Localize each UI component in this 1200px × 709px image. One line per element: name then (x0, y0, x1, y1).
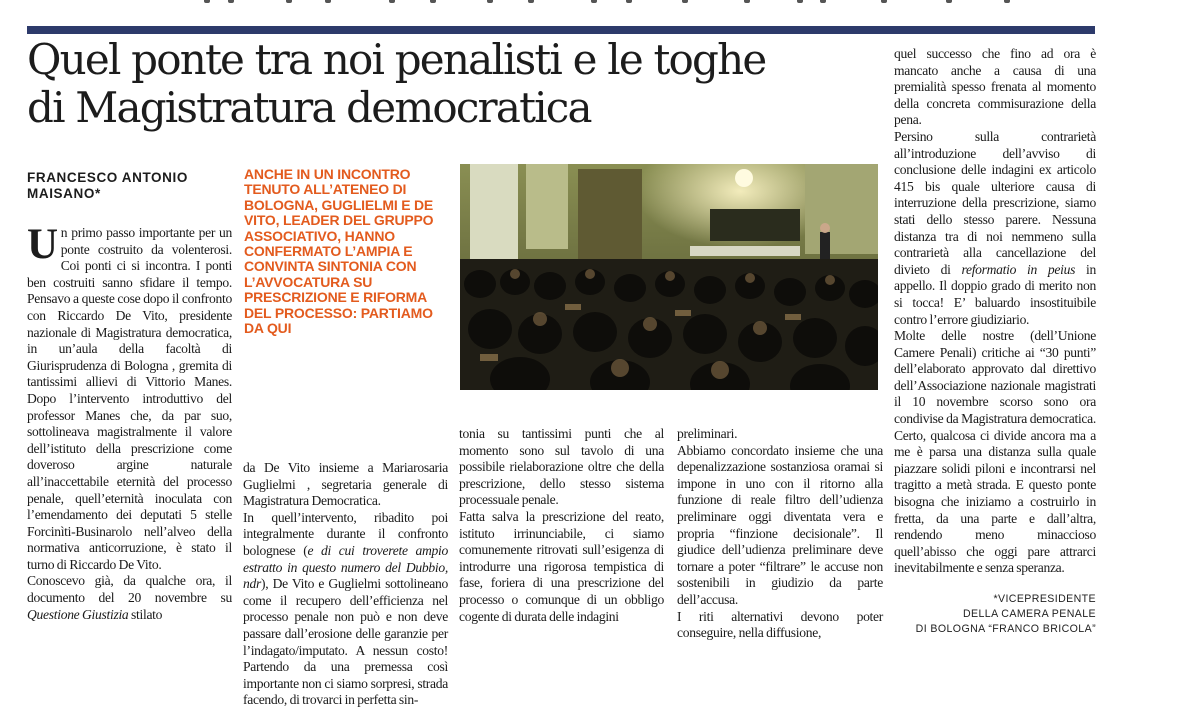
paragraph: quel successo che fino ad ora è mancato anche a causa di una premialità spesso frenata al momento della concreta commisurazione della pena. (894, 46, 1096, 128)
paragraph (27, 221, 232, 573)
signature-line-3: DI BOLOGNA “FRANCO BRICOLA” (915, 623, 1096, 635)
text-column-4 (677, 426, 883, 642)
author-byline (27, 170, 232, 202)
paragraph-text: ), De Vito e Guglielmi sottolineano come il recupero dell’efficienza nel processo penale non può e non deve passare dall’erosione delle garanzie per l’indagato/imputato. A nessun costo! Partendo da una premessa così importante non ci siamo sorpresi, strada facendo, di trovarci in perfetta sin- (243, 576, 448, 708)
paragraph: Abbiamo concordato insieme che una depenalizzazione sostanziosa oramai si impone in uno con il ritorno alla funzione di reale filtro dell’udienza preliminare oggi diventata vera e propria “finzione decisionale”. Il giudice dell’udienza preliminare deve tornare a poter “filtrare” le accuse non sostenibili in giudizio da parte dell’accusa. (677, 442, 883, 607)
text-column-2 (243, 460, 448, 709)
headline-line-2: di Magistratura democratica (27, 83, 591, 132)
author-signature (894, 592, 1096, 637)
paragraph: I riti alternativi devono poter conseguire, nella diffusione, (677, 608, 883, 641)
paragraph: Fatta salva la prescrizione del reato, istituto irrinunciabile, ci siamo comunemente ritrovati sull’esigenza di introdurre una rigorosa tempistica di fase, foriera di una prescrizione del processo o comunque di un obbligo cogente di durata delle indagini (459, 508, 664, 624)
paragraph-text: In quell’intervento, ribadito poi integralmente durante il confronto bolognese ( (243, 509, 448, 558)
paragraph: tonia su tantissimi punti che al momento sono sul tavolo di una possibile rielaborazione oltre che della prescrizione, dello stesso sistema processuale penale. (459, 426, 664, 508)
clipped-previous-text (0, 0, 1200, 8)
paragraph-text: Conoscevo già, da qualche ora, il documento del 20 novembre su (27, 573, 232, 606)
author-line-1: FRANCESCO ANTONIO (27, 170, 188, 185)
paragraph: da De Vito insieme a Mariarosaria Guglielmi , segretaria generale di Magistratura Democratica. (243, 460, 448, 509)
conference-photo (460, 164, 878, 390)
signature-line-2: DELLA CAMERA PENALE (962, 608, 1096, 620)
pull-quote: ANCHE IN UN INCONTRO TENUTO ALL’ATENEO DI BOLOGNA, GUGLIELMI E DE VITO, LEADER DEL GRUPPO ASSOCIATIVO, HANNO CONFERMATO L’AMPIA E CONVINTA SINTONIA CON L’AVVOCATURA SU PRESCRIZIONE E RIFORMA DEL PROCESSO: PARTIAMO DA QUI (244, 166, 434, 337)
italic-text: e di cui troverete ampio estratto in questo numero del Dubbio, ndr (243, 542, 448, 592)
paragraph-text: n primo passo importante per un ponte costruito da volenterosi. Coi ponti ci si incontra. I ponti ben costruiti sanno sfidare il tempo. Pensavo a queste cose dopo il confronto con Riccardo De Vito, presidente nazionale di Magistratura democratica, in un’aula della facoltà di Giurisprudenza di Bologna , gremita di tantissimi allievi di Vittorio Manes. Dopo l’intervento introduttivo del professor Manes che, da par suo, sottolineava magistralmente il valore dell’istituto della prescrizione come doveroso argine naturale all’inaccettabile eternità del processo penale, quell’eternità inoculata con l’emendamento dei deputati 5 stelle Forcinìti-Businarolo nell’alveo della normativa anticorruzione, è stato il turno di Riccardo De Vito. (27, 225, 232, 572)
photo-illustration (460, 164, 878, 390)
paragraph (243, 510, 448, 709)
paragraph (894, 129, 1096, 328)
italic-text: Questione Giustizia (27, 606, 129, 622)
paragraph (27, 573, 232, 623)
headline (27, 36, 887, 132)
signature-line-1: *VICEPRESIDENTE (993, 593, 1096, 605)
paragraph-text: in appello. Il doppio grado di merito non si tocca! E’ baluardo insostituibile contro l’errore giudiziario. (894, 261, 1097, 327)
italic-text: reformatio in peius (961, 261, 1076, 277)
text-column-5 (894, 46, 1096, 577)
paragraph: preliminari. (677, 426, 738, 441)
paragraph-text: Persino sulla contrarietà all’introduzione dell’avviso di conclusione delle indagini ex articolo 415 bis quale ulteriore causa di interruzione della prescrizione, siamo stati dello stesso parere. Nessuna distanza tra di noi nemmeno sulla contrarietà alla cancellazione del divieto di (894, 128, 1096, 277)
text-column-3 (459, 426, 664, 625)
author-line-2: MAISANO* (27, 186, 101, 201)
headline-line-1: Quel ponte tra noi penalisti e le toghe (27, 35, 766, 84)
drop-cap: U (27, 221, 58, 268)
paragraph-text: stilato (128, 606, 163, 622)
paragraph: Molte delle nostre (dell’Unione Camere Penali) critiche ai “30 punti” dell’elaborato approvato dal direttivo dell’Associazione nazionale magistrati il 10 novembre scorso sono ora condivise da Magistratura democratica. Certo, qualcosa ci divide ancora ma a me è parsa una distanza sulla quale piazzare solidi piloni e incontrarsi nel tragitto a metà strada. E questo ponte bisogna che iniziamo a costruirlo in fretta, da una parte e dall’altra, rendendo meno minaccioso quell’abisso che oggi pare attrarci inevitabilmente e senza speranza. (894, 328, 1096, 576)
header-rule (27, 26, 1095, 34)
text-column-1 (27, 221, 232, 623)
